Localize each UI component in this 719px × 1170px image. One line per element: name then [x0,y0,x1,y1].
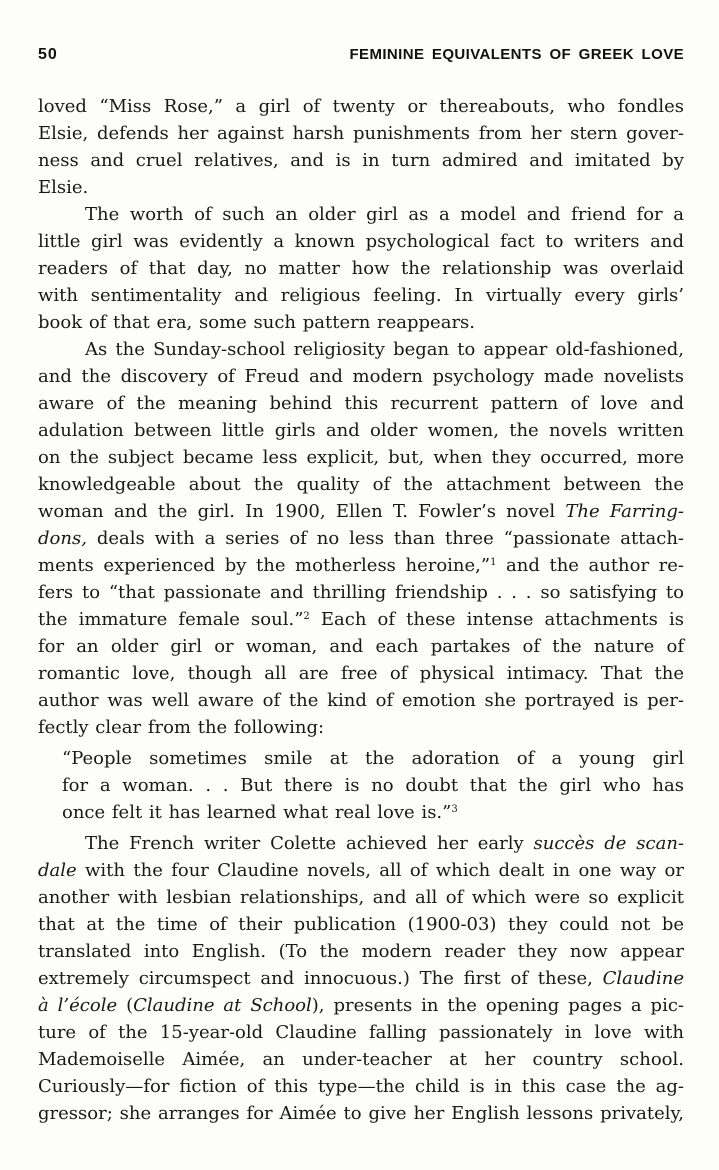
text-line: little girl was evidently a known psychological fact to writers and [38,231,684,252]
text-line: with sentimentality and religious feeling. In virtually every girls’ [38,285,684,306]
paragraph [38,336,684,741]
text-line: that at the time of their publication (1900-03) they could not be [38,914,684,935]
text-line: once felt it has learned what real love is.”$^3$ [62,802,458,823]
text-line: the immature female soul.”$^2$ Each of these intense attachments is [38,609,684,630]
text-line: loved “Miss Rose,” a girl of twenty or thereabouts, who fondles [38,96,684,117]
text-line: for a woman. . . But there is no doubt that the girl who has [62,775,684,796]
text-line: fers to “that passionate and thrilling friendship . . . so satisfying to [38,582,684,603]
text-line: adulation between little girls and older women, the novels written [38,420,684,441]
running-header [38,46,684,64]
block-quote [38,745,684,826]
text-line: ness and cruel relatives, and is in turn admired and imitated by [38,150,684,171]
text-line: The worth of such an older girl as a model and friend for a [85,204,684,225]
text-line: Curiously—for fiction of this type—the child is in this case the ag- [38,1076,684,1097]
text-line: translated into English. (To the modern reader they now appear [38,941,684,962]
paragraph [38,201,684,336]
text-line: fectly clear from the following: [38,717,325,738]
text-line: gressor; she arranges for Aimée to give her English lessons privately, [38,1103,684,1124]
paragraph [38,93,684,201]
text-line: dons, deals with a series of no less than three “passionate attach- [38,528,684,549]
text-line: romantic love, though all are free of physical intimacy. That the [38,663,684,684]
paragraph [38,830,684,1127]
running-head-title: FEMININE EQUIVALENTS OF GREEK LOVE [349,46,684,63]
page-number: 50 [38,46,58,63]
text-line: for an older girl or woman, and each partakes of the nature of [38,636,684,657]
text-line: on the subject became less explicit, but, when they occurred, more [38,447,684,468]
text-line: ments experienced by the motherless heroine,”$^1$ and the author re- [38,555,684,576]
text-line: The French writer Colette achieved her early succès de scan- [85,833,684,854]
text-line: author was well aware of the kind of emotion she portrayed is per- [38,690,684,711]
text-line: As the Sunday-school religiosity began to appear old-fashioned, [85,339,684,360]
text-line: another with lesbian relationships, and all of which were so explicit [38,887,684,908]
text-line: dale with the four Claudine novels, all of which dealt in one way or [38,860,684,881]
body-text [38,93,684,1127]
text-line: readers of that day, no matter how the relationship was overlaid [38,258,684,279]
text-line: Elsie. [38,177,89,198]
text-line: à l’école (Claudine at School), presents in the opening pages a pic- [38,995,684,1016]
text-line: “People sometimes smile at the adoration of a young girl [62,748,684,769]
text-line: Mademoiselle Aimée, an under-teacher at her country school. [38,1049,684,1070]
text-line: aware of the meaning behind this recurrent pattern of love and [38,393,684,414]
text-line: woman and the girl. In 1900, Ellen T. Fowler’s novel The Farring- [38,501,684,522]
text-line: book of that era, some such pattern reappears. [38,312,476,333]
text-line: extremely circumspect and innocuous.) The first of these, Claudine [38,968,684,989]
text-line: and the discovery of Freud and modern psychology made novelists [38,366,684,387]
text-line: ture of the 15-year-old Claudine falling passionately in love with [38,1022,684,1043]
text-line: knowledgeable about the quality of the attachment between the [38,474,684,495]
text-line: Elsie, defends her against harsh punishments from her stern gover- [38,123,684,144]
